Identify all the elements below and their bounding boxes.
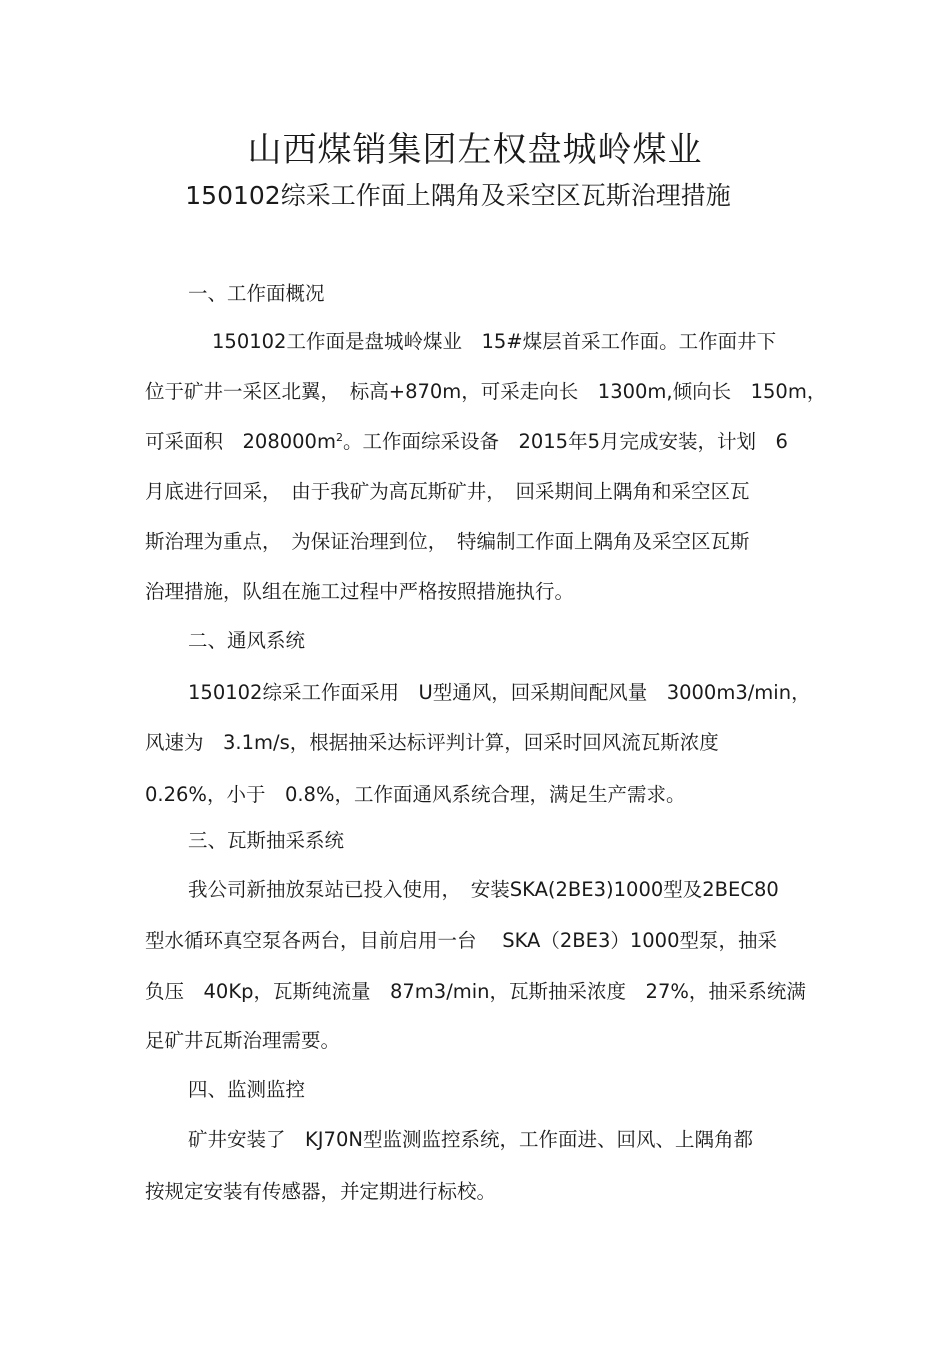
paragraph-line: 斯治理为重点， 为保证治理到位， 特编制工作面上隅角及采空区瓦斯	[145, 530, 750, 553]
paragraph-line: 150102工作面是盘城岭煤业 15#煤层首采工作面。工作面井下	[212, 330, 777, 353]
paragraph-line: 足矿井瓦斯治理需要。	[145, 1029, 341, 1052]
document-title: 山西煤销集团左权盘城岭煤业	[247, 130, 703, 170]
paragraph-line: 治理措施，队组在施工过程中严格按照措施执行。	[145, 580, 575, 603]
document-subtitle: 150102综采工作面上隅角及采空区瓦斯治理措施	[185, 181, 731, 210]
section-heading-monitoring: 四、监测监控	[188, 1078, 306, 1101]
paragraph-text: 。工作面综采设备 2015年5月完成安装，计划 6	[342, 430, 788, 453]
section-heading-ventilation: 二、通风系统	[188, 629, 306, 652]
paragraph-line: 按规定安装有传感器，并定期进行标校。	[145, 1180, 497, 1203]
superscript: 2	[335, 431, 343, 444]
paragraph-text: 可采面积 208000m	[145, 430, 336, 453]
paragraph-line: 月底进行回采， 由于我矿为高瓦斯矿井， 回采期间上隅角和采空区瓦	[145, 480, 750, 503]
paragraph-line	[145, 430, 788, 454]
paragraph-line: 我公司新抽放泵站已投入使用， 安装SKA(2BE3)1000型及2BEC80	[188, 878, 779, 901]
paragraph-line: 型水循环真空泵各两台，目前启用一台 SKA（2BE3）1000型泵，抽采	[145, 929, 777, 952]
section-heading-gas-drainage: 三、瓦斯抽采系统	[188, 829, 345, 852]
paragraph-line: 0.26%，小于 0.8%，工作面通风系统合理，满足生产需求。	[145, 783, 686, 806]
paragraph-line: 矿井安装了 KJ70N型监测监控系统，工作面进、回风、上隅角都	[188, 1128, 753, 1151]
paragraph-line: 150102综采工作面采用 U型通风，回采期间配风量 3000m3/min，	[188, 681, 811, 704]
paragraph-line: 负压 40Kp，瓦斯纯流量 87m3/min，瓦斯抽采浓度 27%，抽采系统满	[145, 980, 806, 1003]
paragraph-line: 风速为 3.1m/s，根据抽采达标评判计算，回采时回风流瓦斯浓度	[145, 731, 719, 754]
section-heading-overview: 一、工作面概况	[188, 282, 325, 305]
paragraph-line: 位于矿井一采区北翼， 标高+870m，可采走向长 1300m,倾向长 150m，	[145, 380, 827, 403]
